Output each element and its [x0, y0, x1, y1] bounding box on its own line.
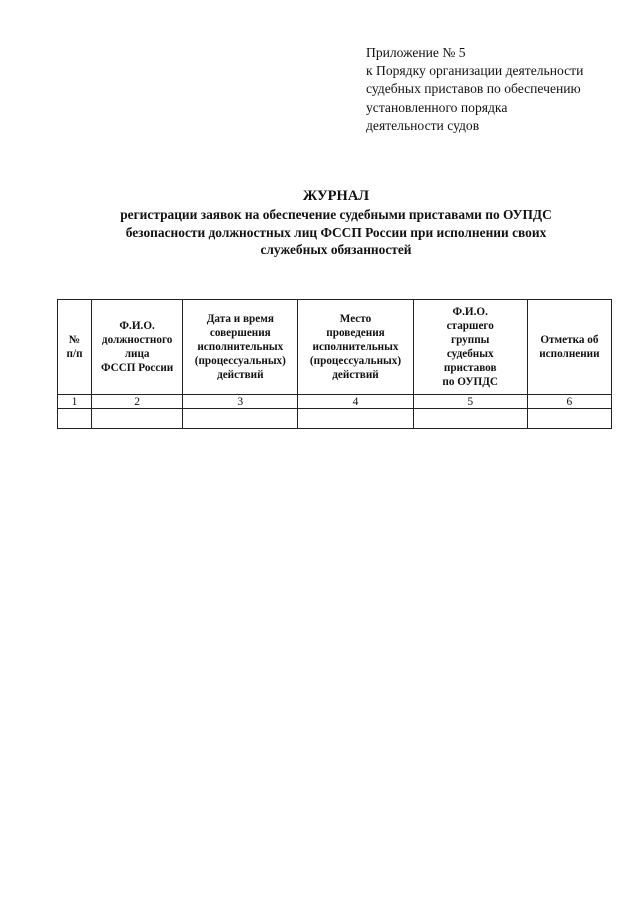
title-line: регистрации заявок на обеспечение судебными приставами по ОУПДС [120, 207, 552, 223]
header-line: Отметка об [540, 334, 599, 346]
header-line: проведения [326, 327, 385, 339]
empty-cell [183, 409, 298, 429]
header-line: исполнительных [312, 341, 399, 353]
column-number: 2 [92, 395, 183, 409]
header-line: (процессуальных) [194, 355, 286, 367]
header-official-name [92, 300, 183, 395]
column-number: 6 [527, 395, 611, 409]
header-line: исполнительных [197, 341, 284, 353]
document-title [40, 188, 632, 259]
appendix-line: деятельности судов [366, 117, 480, 133]
table-header-row [58, 300, 612, 395]
empty-cell [58, 409, 92, 429]
header-line: должностного [101, 334, 173, 346]
column-number-row [58, 395, 612, 409]
journal-table [57, 299, 612, 429]
appendix-reference [366, 44, 626, 135]
header-line: № [68, 334, 81, 346]
empty-entry-row [58, 409, 612, 429]
empty-cell [92, 409, 183, 429]
header-line: группы [451, 334, 490, 346]
empty-cell [413, 409, 527, 429]
header-location [298, 300, 413, 395]
header-number [58, 300, 92, 395]
header-line: Дата и время [206, 313, 274, 325]
header-line: старшего [446, 320, 494, 332]
title-line: служебных обязанностей [260, 242, 412, 258]
header-line: приставов [443, 362, 497, 374]
header-line: лица [124, 348, 150, 360]
column-number: 5 [413, 395, 527, 409]
appendix-line: к Порядку организации деятельности [366, 63, 584, 79]
appendix-line: судебных приставов по обеспечению [366, 81, 581, 97]
column-number: 3 [183, 395, 298, 409]
column-number: 1 [58, 395, 92, 409]
header-senior-bailiff [413, 300, 527, 395]
empty-cell [298, 409, 413, 429]
header-line: Ф.И.О. [452, 306, 488, 318]
header-line: Ф.И.О. [119, 320, 155, 332]
header-line: Место [339, 313, 372, 325]
header-execution-mark [527, 300, 611, 395]
title-line: безопасности должностных лиц ФССП России при исполнении своих [125, 224, 547, 240]
header-line: п/п [66, 348, 83, 360]
header-line: ФССП России [101, 362, 174, 374]
header-line: судебных [446, 348, 494, 360]
appendix-line: Приложение № 5 [366, 45, 466, 60]
header-datetime [183, 300, 298, 395]
appendix-line: установленного порядка [366, 99, 508, 115]
header-line: (процессуальных) [309, 355, 402, 367]
header-line: действий [217, 369, 264, 381]
title-heading: ЖУРНАЛ [302, 188, 370, 204]
header-line: исполнении [539, 348, 600, 360]
header-line: по ОУПДС [442, 376, 499, 388]
column-number: 4 [298, 395, 413, 409]
header-line: действий [332, 369, 379, 381]
header-line: совершения [209, 327, 271, 339]
empty-cell [527, 409, 611, 429]
